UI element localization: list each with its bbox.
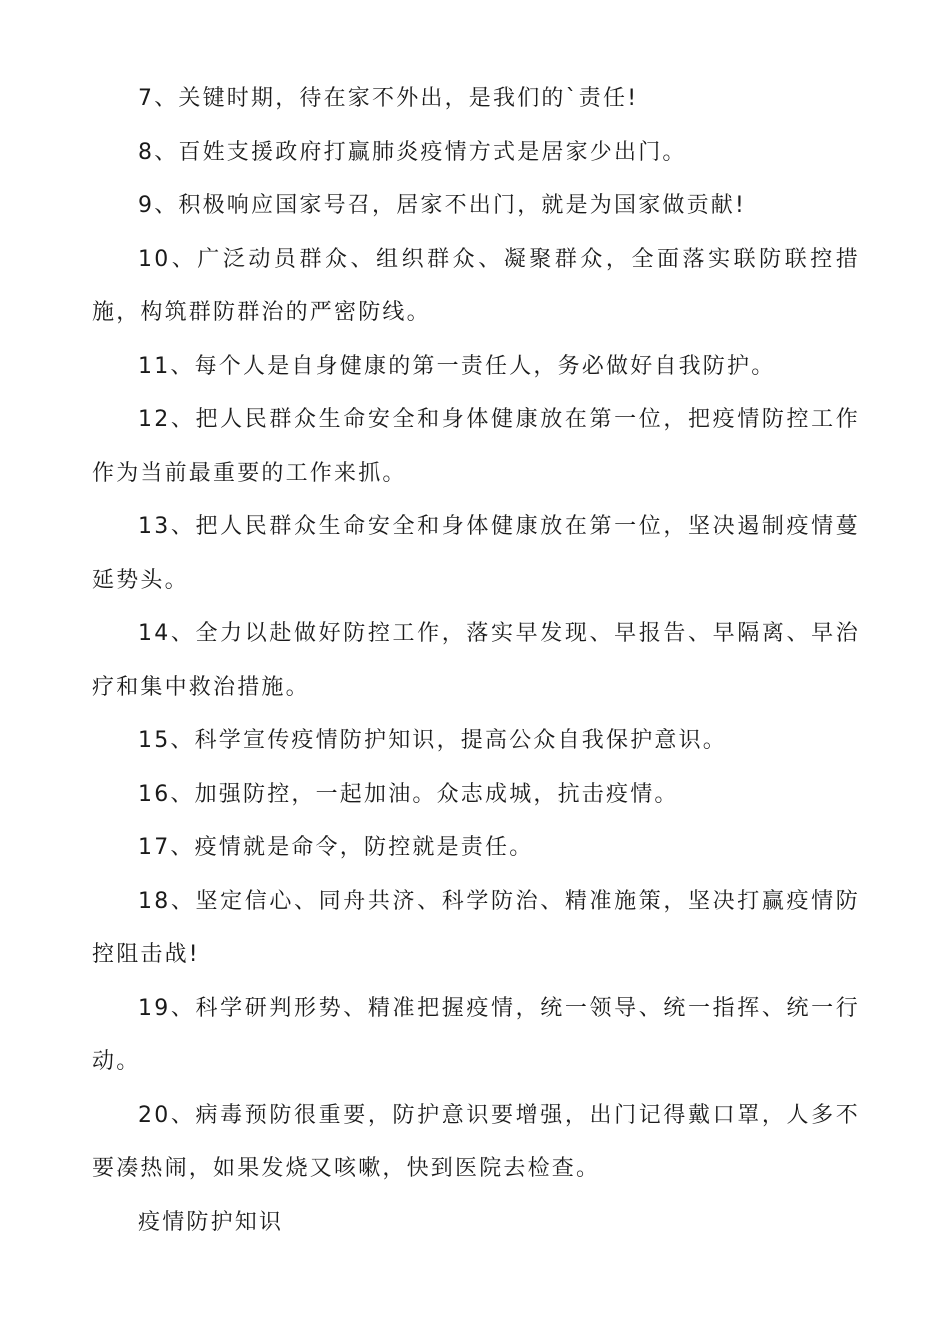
paragraph-9: 9、积极响应国家号召，居家不出门，就是为国家做贡献! [138,193,747,218]
document-body [92,72,860,1249]
paragraph-17: 17、疫情就是命令，防控就是责任。 [138,835,534,860]
section-heading: 疫情防护知识 [138,1209,284,1235]
paragraph-18: 18、坚定信心、同舟共济、科学防治、精准施策，坚决打赢疫情防控阻击战! [92,888,860,967]
paragraph-13: 13、把人民群众生命安全和身体健康放在第一位，坚决遏制疫情蔓延势头。 [92,514,860,593]
paragraph-7: 7、关键时期，待在家不外出，是我们的`责任! [138,86,639,111]
paragraph-10: 10、广泛动员群众、组织群众、凝聚群众，全面落实联防联控措施，构筑群防群治的严密防线。 [92,246,860,325]
paragraph-20: 20、病毒预防很重要，防护意识要增强，出门记得戴口罩，人多不要凑热闹，如果发烧又咳嗽，快到医院去检查。 [92,1102,860,1181]
paragraph-14: 14、全力以赴做好防控工作，落实早发现、早报告、早隔离、早治疗和集中救治措施。 [92,621,860,700]
paragraph-8: 8、百姓支援政府打赢肺炎疫情方式是居家少出门。 [138,139,687,165]
paragraph-19: 19、科学研判形势、精准把握疫情，统一领导、统一指挥、统一行动。 [92,995,860,1074]
paragraph-16: 16、加强防控，一起加油。众志成城，抗击疫情。 [138,781,679,807]
paragraph-11: 11、每个人是自身健康的第一责任人，务必做好自我防护。 [138,353,776,379]
paragraph-12: 12、把人民群众生命安全和身体健康放在第一位，把疫情防控工作作为当前最重要的工作来抓。 [92,407,860,486]
paragraph-15: 15、科学宣传疫情防护知识，提高公众自我保护意识。 [138,728,727,753]
